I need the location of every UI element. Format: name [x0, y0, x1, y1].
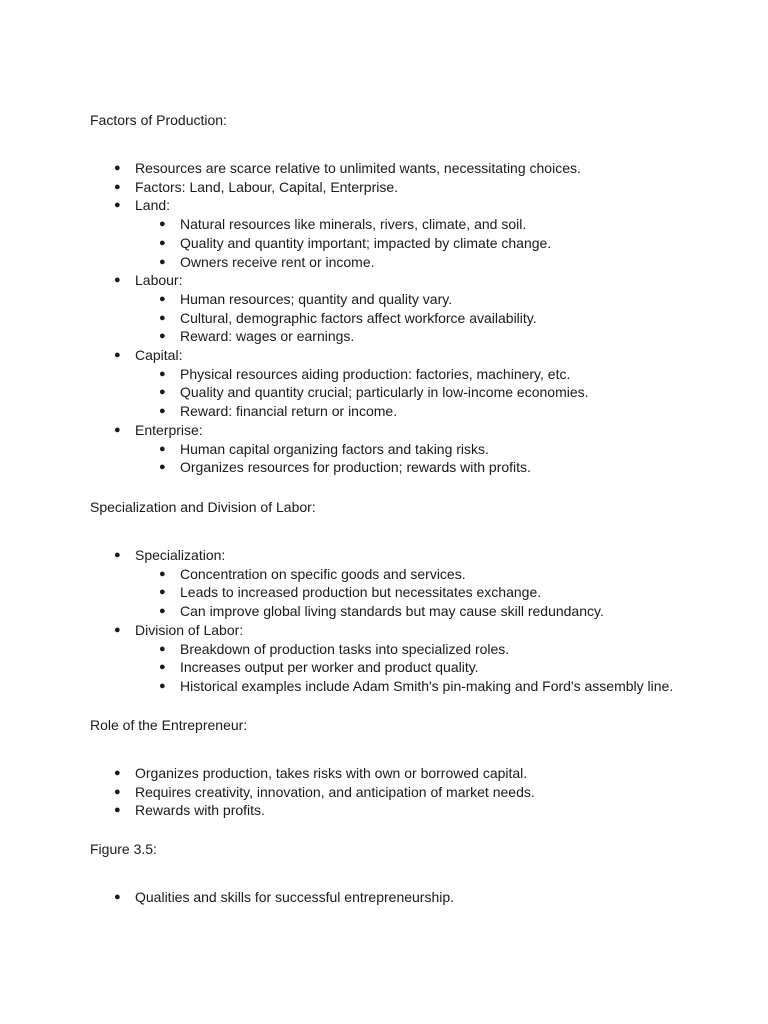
sub-list: [135, 215, 768, 271]
bullet-icon: ●: [159, 661, 166, 674]
sub-list-item: ● Can improve global living standards but may cause skill redundancy.: [159, 603, 604, 620]
list-item: ● Rewards with profits.: [114, 802, 265, 819]
bullet-icon: ●: [114, 180, 121, 193]
bullet-icon: ●: [114, 274, 121, 287]
sub-list: [135, 365, 768, 421]
section-heading-factors: Factors of Production:: [90, 112, 227, 128]
list-item: ● Factors: Land, Labour, Capital, Enterprise.: [114, 178, 399, 195]
bullet-icon: ●: [159, 218, 166, 231]
section-list-specialization: [0, 546, 768, 696]
sub-list-item: ● Quality and quantity important; impacted by climate change.: [159, 234, 552, 251]
sub-list-item: ● Human resources; quantity and quality vary.: [159, 290, 453, 307]
sub-list: [135, 290, 768, 346]
list-item: ● Requires creativity, innovation, and anticipation of market needs.: [114, 783, 535, 800]
sub-list-item: ● Increases output per worker and product quality.: [159, 659, 479, 676]
bullet-icon: ●: [114, 785, 121, 798]
sub-list: [135, 440, 768, 477]
bullet-icon: ●: [114, 349, 121, 362]
section-heading-entrepreneur: Role of the Entrepreneur:: [90, 717, 248, 733]
bullet-icon: ●: [159, 292, 166, 305]
list-item: ● Organizes production, takes risks with own or borrowed capital.: [114, 765, 528, 781]
bullet-icon: ●: [159, 386, 166, 399]
bullet-icon: ●: [159, 567, 166, 580]
bullet-icon: ●: [159, 461, 166, 474]
bullet-icon: ●: [159, 405, 166, 418]
list-item: ● Labour: ● Human resources; quantity and quality vary. ● Cultural, demographic factors affect workforce availability. ● Reward: wages or earnings.: [0, 271, 768, 346]
sub-list: [135, 565, 768, 621]
list-item: ● Qualities and skills for successful entrepreneurship.: [114, 889, 455, 905]
list-item: ● Enterprise: ● Human capital organizing factors and taking risks. ● Organizes resources for production; rewards with profits.: [0, 421, 768, 477]
bullet-icon: ●: [114, 162, 121, 174]
bullet-icon: ●: [114, 199, 121, 212]
bullet-icon: ●: [159, 605, 166, 618]
sub-list-item: ● Breakdown of production tasks into specialized roles.: [159, 640, 510, 657]
section-heading-figure: Figure 3.5:: [90, 841, 157, 857]
list-item: ● Land: ● Natural resources like minerals, rivers, climate, and soil. ● Quality and quantity important; impacted by climate change. ● Owners receive rent or income.: [0, 196, 768, 271]
sub-list-item: ● Physical resources aiding production: factories, machinery, etc.: [159, 365, 571, 382]
sub-list-item: ● Natural resources like minerals, rivers, climate, and soil.: [159, 216, 527, 233]
list-item: ● Capital: ● Physical resources aiding production: factories, machinery, etc. ● Quality and quantity crucial; particularly in low-income economies. ● Reward: financial return or income.: [0, 346, 768, 421]
section-list-factors: [0, 159, 768, 477]
bullet-icon: ●: [114, 423, 121, 436]
bullet-icon: ●: [159, 442, 166, 455]
sub-list-item: ● Leads to increased production but necessitates exchange.: [159, 584, 542, 601]
bullet-icon: ●: [114, 549, 121, 561]
sub-list-item: ● Owners receive rent or income.: [159, 253, 375, 270]
sub-list-item: ● Reward: financial return or income.: [159, 403, 398, 420]
sub-list-item: ● Human capital organizing factors and taking risks.: [159, 440, 489, 457]
sub-list-item: ● Organizes resources for production; rewards with profits.: [159, 459, 531, 476]
bullet-icon: ●: [114, 891, 121, 903]
bullet-icon: ●: [159, 367, 166, 380]
bullet-icon: ●: [159, 255, 166, 268]
bullet-icon: ●: [114, 623, 121, 636]
list-item: ● Specialization: ● Concentration on specific goods and services. ● Leads to increased production but necessitates exchange. ● Can improve global living standards but may cause skill redundancy.: [0, 546, 768, 621]
bullet-icon: ●: [159, 586, 166, 599]
sub-list-item: ● Quality and quantity crucial; particularly in low-income economies.: [159, 384, 589, 401]
sub-list-item: ● Historical examples include Adam Smith's pin-making and Ford's assembly line.: [159, 677, 674, 694]
bullet-icon: ●: [159, 311, 166, 324]
sub-list-item: ● Cultural, demographic factors affect workforce availability.: [159, 309, 537, 326]
sub-list-item: ● Reward: wages or earnings.: [159, 328, 355, 345]
bullet-icon: ●: [159, 642, 166, 655]
section-list-entrepreneur: [0, 764, 768, 820]
section-list-figure: [0, 888, 768, 907]
sub-list-item: ● Concentration on specific goods and services.: [159, 565, 466, 582]
bullet-icon: ●: [159, 679, 166, 692]
list-item: ● Division of Labor: ● Breakdown of production tasks into specialized roles. ● Increases output per worker and product quality. ● Historical examples include Adam Smith's pin-making and Ford's assembly line.: [0, 621, 768, 696]
bullet-icon: ●: [159, 330, 166, 343]
bullet-icon: ●: [114, 767, 121, 779]
list-item: ● Resources are scarce relative to unlimited wants, necessitating choices.: [114, 160, 581, 176]
bullet-icon: ●: [114, 804, 121, 817]
sub-list: [135, 640, 768, 696]
section-heading-specialization: Specialization and Division of Labor:: [90, 499, 316, 515]
bullet-icon: ●: [159, 236, 166, 249]
